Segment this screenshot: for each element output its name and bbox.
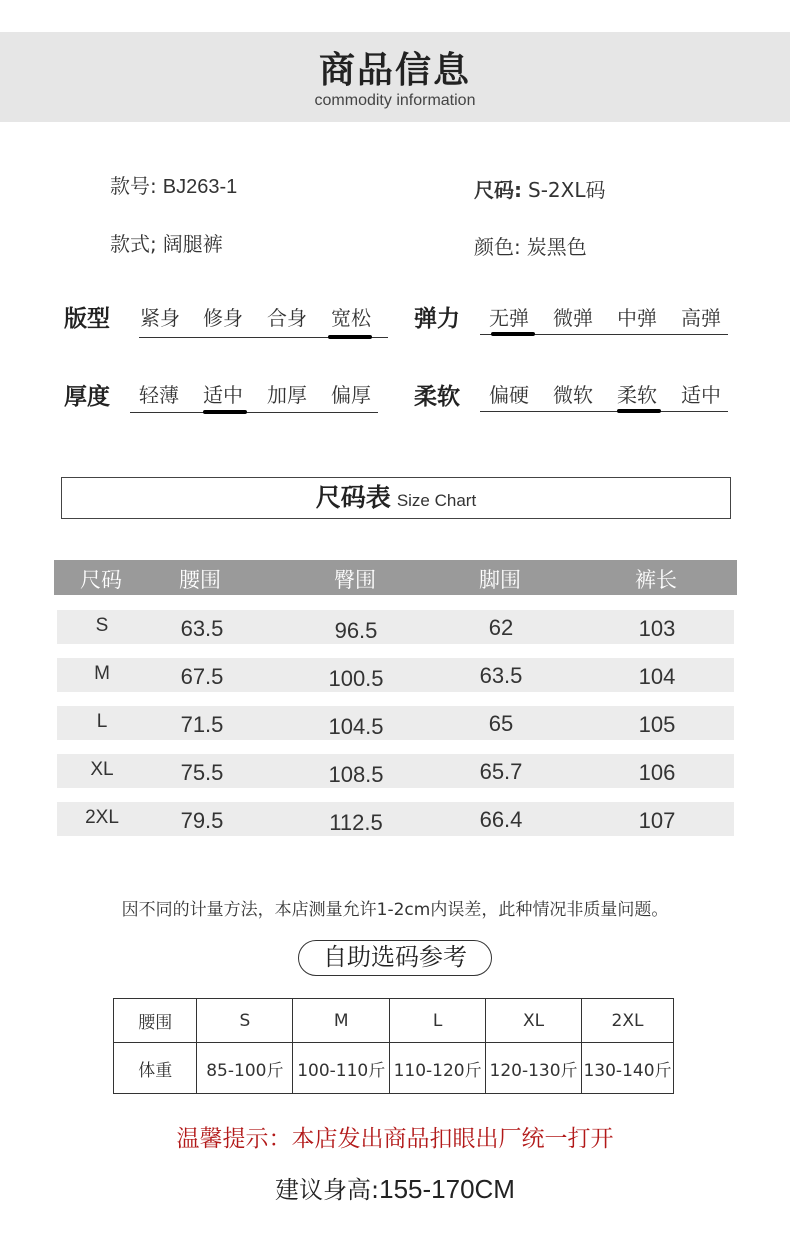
row-leg-opening: 63.5 (479, 663, 523, 688)
thickness-option-3: 加厚 (267, 383, 307, 407)
row-hip: 112.5 (329, 810, 383, 835)
row-length: 103 (638, 616, 676, 641)
row-size: 2XL (85, 807, 119, 828)
size-info (474, 174, 605, 203)
table-row (114, 1043, 674, 1094)
table-row (57, 658, 734, 692)
size-table-header-size: 尺码 (80, 568, 122, 592)
softness-option-3: 柔软 (617, 383, 657, 407)
softness-scale-line (480, 411, 728, 412)
style-value: 阔腿裤 (162, 232, 223, 256)
row-leg-opening: 65 (488, 711, 514, 736)
thickness-selected-marker (203, 410, 247, 414)
row-waist: 79.5 (180, 808, 224, 833)
row-leg-opening: 66.4 (479, 807, 523, 832)
thickness-scale-line (130, 412, 378, 413)
row-waist: 71.5 (180, 712, 224, 737)
elasticity-option-2: 微弹 (553, 306, 593, 330)
page-subtitle: commodity information (314, 92, 476, 109)
table-row (57, 706, 734, 740)
style-no-value: BJ263-1 (162, 176, 238, 198)
elasticity-option-4: 高弹 (681, 306, 721, 330)
ref-weight-l: 110-120斤 (390, 1043, 486, 1094)
row-hip: 104.5 (328, 714, 384, 739)
elasticity-selected-marker (491, 332, 535, 336)
row-length: 106 (638, 760, 676, 785)
ref-weight-s: 85-100斤 (197, 1043, 293, 1094)
table-row (57, 802, 734, 836)
measurement-note: 因不同的计量方法，本店测量允许1-2cm内误差，此种情况非质量问题。 (121, 900, 669, 920)
size-table-header-leg-opening: 脚围 (479, 568, 521, 592)
ref-weight-xl: 120-130斤 (486, 1043, 582, 1094)
row-hip: 100.5 (328, 666, 384, 691)
row-hip: 108.5 (328, 762, 384, 787)
fit-option-3: 合身 (267, 306, 307, 330)
style-info (110, 228, 223, 257)
style-no-label: 款号: (110, 174, 157, 198)
row-hip: 96.5 (334, 618, 378, 643)
suggested-height-value: 155-170CM (379, 1174, 515, 1204)
row-size: XL (90, 759, 114, 780)
elasticity-option-3: 中弹 (617, 306, 657, 330)
size-chart-title-box (61, 477, 731, 519)
style-label: 款式; (110, 232, 157, 256)
row-length: 104 (638, 664, 676, 689)
ref-header-waist: 腰围 (114, 999, 197, 1043)
table-row (57, 610, 734, 644)
size-label: 尺码: (474, 178, 522, 202)
fit-option-4: 宽松 (331, 306, 371, 330)
fit-option-2: 修身 (203, 306, 243, 330)
softness-option-1: 偏硬 (489, 383, 529, 407)
ref-weight-m: 100-110斤 (293, 1043, 390, 1094)
row-size: S (95, 615, 109, 636)
ref-size-l: L (390, 999, 486, 1043)
thickness-option-2: 适中 (203, 383, 243, 407)
thickness-option-1: 轻薄 (139, 383, 179, 407)
color-label: 颜色: (474, 235, 521, 259)
ref-size-2xl: 2XL (582, 999, 674, 1043)
style-no-info (110, 170, 237, 199)
row-leg-opening: 65.7 (479, 759, 523, 784)
table-row (57, 754, 734, 788)
elasticity-label: 弹力 (414, 306, 460, 332)
row-size: L (96, 711, 108, 732)
row-waist: 67.5 (180, 664, 224, 689)
thickness-label: 厚度 (64, 384, 110, 410)
size-table-header-hip: 臀围 (334, 568, 376, 592)
row-waist: 63.5 (180, 616, 224, 641)
row-size: M (94, 663, 110, 684)
row-waist: 75.5 (180, 760, 224, 785)
size-table-header (54, 560, 737, 595)
suggested-height-label: 建议身高: (275, 1176, 380, 1204)
header-banner (0, 32, 790, 122)
size-chart-title: 尺码表 (315, 483, 391, 512)
ref-size-s: S (197, 999, 293, 1043)
color-info (474, 231, 587, 260)
thickness-option-4: 偏厚 (331, 383, 371, 407)
softness-option-4: 适中 (681, 383, 721, 407)
softness-label: 柔软 (414, 384, 460, 410)
warm-tip: 温馨提示：本店发出商品扣眼出厂统一打开 (176, 1126, 614, 1152)
color-value: 炭黑色 (526, 235, 587, 259)
ref-size-xl: XL (486, 999, 582, 1043)
fit-option-1: 紧身 (140, 306, 180, 330)
row-leg-opening: 62 (488, 615, 514, 640)
fit-selected-marker (328, 335, 372, 339)
size-table-header-waist: 腰围 (179, 568, 221, 592)
ref-weight-2xl: 130-140斤 (582, 1043, 674, 1094)
suggested-height (0, 1170, 790, 1205)
size-reference-title: 自助选码参考 (298, 940, 492, 976)
size-table-header-length: 裤长 (635, 568, 677, 592)
elasticity-option-1: 无弹 (489, 306, 529, 330)
size-chart-title-en: Size Chart (396, 491, 477, 510)
size-reference-table (113, 998, 674, 1094)
ref-header-weight: 体重 (114, 1043, 197, 1094)
row-length: 105 (638, 712, 676, 737)
size-value: S-2XL码 (528, 178, 606, 202)
table-row (114, 999, 674, 1043)
ref-size-m: M (293, 999, 390, 1043)
softness-option-2: 微软 (553, 383, 593, 407)
row-length: 107 (638, 808, 676, 833)
fit-label: 版型 (64, 306, 110, 332)
softness-selected-marker (617, 409, 661, 413)
page-title: 商品信息 (318, 50, 471, 91)
